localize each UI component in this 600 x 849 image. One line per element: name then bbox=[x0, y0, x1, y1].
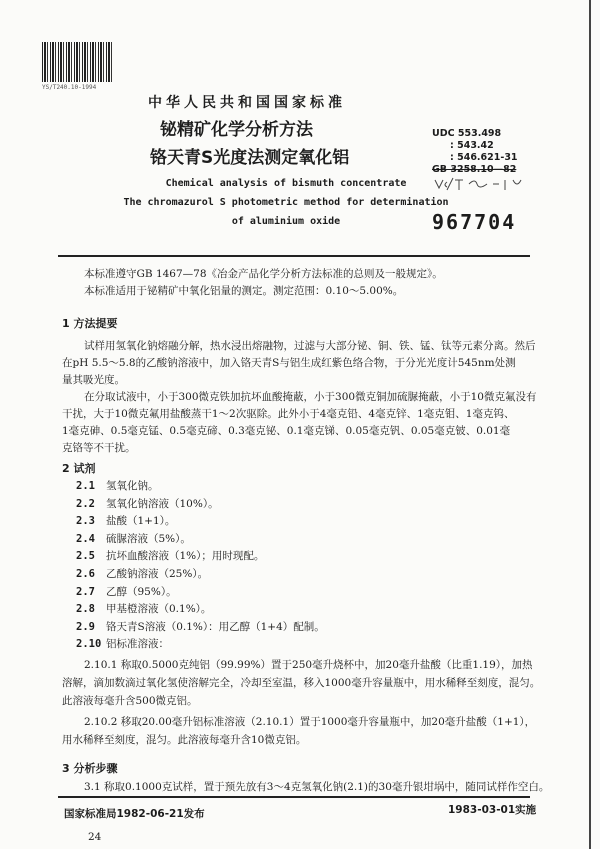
title-line-1: 铋精矿化学分析方法 bbox=[160, 120, 313, 140]
reagent-item bbox=[76, 619, 325, 634]
para-line: 在分取试液中，小于300微克铁加抗坏血酸掩蔽，小于300微克铜加硫脲掩蔽，小于10微克氟没有 bbox=[84, 391, 537, 403]
standard-header: 中华人民共和国国家标准 bbox=[148, 95, 346, 111]
reagent-text: 铬天青S溶液（0.1%）：用乙醇（1+4）配制。 bbox=[106, 620, 325, 633]
document-number: 967704 bbox=[432, 210, 517, 234]
reagent-text: 乙醇（95%）。 bbox=[106, 585, 177, 598]
reagent-number: 2.8 bbox=[76, 603, 95, 616]
para-line: 试样用氢氧化钠熔融分解，热水浸出熔融物，过滤与大部分铋、铜、铁、锰、钛等元素分离。然后 bbox=[84, 340, 536, 352]
handwritten-code bbox=[433, 176, 533, 196]
english-title-3: of aluminium oxide bbox=[231, 216, 341, 227]
reagent-item bbox=[76, 513, 175, 528]
section-1-heading: 1 方法提要 bbox=[62, 317, 118, 330]
para-line: 干扰，大于10微克氟用盐酸蒸干1～2次驱除。此外小于4毫克铅、4毫克锌、1毫克钼、1毫克钨、 bbox=[62, 408, 515, 420]
reagent-number: 2.5 bbox=[76, 550, 95, 563]
para-line: 溶解，滴加数滴过氧化氢使溶解完全，冷却至室温，移入1000毫升容量瓶中，用水稀释至刻度，混匀。 bbox=[62, 677, 541, 689]
header-divider bbox=[58, 255, 530, 257]
barcode-label: YS/T240.10-1994 bbox=[42, 84, 97, 91]
reagent-text: 铝标准溶液： bbox=[106, 638, 169, 651]
section-3-heading: 3 分析步骤 bbox=[62, 762, 118, 775]
reagent-text: 盐酸（1+1）。 bbox=[106, 515, 176, 528]
reagent-number: 2.7 bbox=[76, 585, 95, 598]
section-2-heading: 2 试剂 bbox=[62, 462, 96, 475]
reagent-number: 2.4 bbox=[76, 532, 95, 545]
english-title-2: The chromazurol S photometric method for determination bbox=[123, 197, 449, 208]
reagent-text: 氢氧化钠。 bbox=[106, 480, 159, 492]
para-line: 2.10.1 称取0.5000克纯铝（99.99%）置于250毫升烧杯中，加20毫升盐酸（比重1.19），加热 bbox=[84, 659, 533, 671]
replaced-standard: GB 3258.10—82 bbox=[432, 164, 517, 175]
para-line: 量其吸光度。 bbox=[62, 374, 125, 386]
reagent-item bbox=[76, 496, 219, 511]
para-line: 3.1 称取0.1000克试样，置于预先放有3～4克氢氧化钠(2.1)的30毫升银坩埚中，随同试样作空白。 bbox=[84, 781, 550, 793]
reagent-item bbox=[76, 531, 191, 546]
reagent-number: 2.6 bbox=[76, 568, 95, 580]
reagent-item bbox=[76, 548, 264, 563]
intro-line: 本标准遵守GB 1467—78《冶金产品化学分析方法标准的总则及一般规定》。 bbox=[84, 268, 443, 280]
para-line: 克铬等不干扰。 bbox=[62, 442, 136, 454]
reagent-number: 2.10 bbox=[76, 638, 102, 651]
para-line: 用水稀释至刻度，混匀。此溶液每毫升含10微克铝。 bbox=[62, 734, 307, 746]
reagent-item bbox=[76, 566, 208, 581]
para-line: 此溶液每毫升含500微克铝。 bbox=[62, 695, 198, 707]
reagent-text: 乙酸钠溶液（25%）。 bbox=[106, 568, 209, 580]
reagent-text: 氢氧化钠溶液（10%）。 bbox=[106, 497, 219, 510]
effective-date: 1983-03-01实施 bbox=[448, 804, 537, 816]
english-title-1: Chemical analysis of bismuth concentrate bbox=[165, 178, 407, 189]
reagent-number: 2.9 bbox=[76, 620, 95, 633]
reagent-text: 甲基橙溶液（0.1%）。 bbox=[106, 603, 212, 616]
reagent-item bbox=[76, 478, 159, 493]
reagent-number: 2.2 bbox=[76, 497, 95, 510]
intro-line: 本标准适用于铋精矿中氧化铝量的测定。测定范围：0.10～5.00%。 bbox=[84, 285, 404, 297]
para-line: 2.10.2 移取20.00毫升铝标准溶液（2.10.1）置于1000毫升容量瓶中，加20毫升盐酸（1+1）， bbox=[84, 716, 536, 728]
udc-code: : 543.42 bbox=[450, 140, 494, 151]
reagent-number: 2.1 bbox=[76, 480, 95, 492]
para-line: 1毫克砷、0.5毫克锰、0.5毫克碲、0.3毫克铋、0.1毫克锑、0.05毫克钒、0.05毫克铍、0.01毫 bbox=[62, 425, 511, 437]
reagent-item bbox=[76, 636, 169, 651]
reagent-number: 2.3 bbox=[76, 515, 95, 528]
reagent-item bbox=[76, 601, 211, 616]
reagent-text: 抗坏血酸溶液（1%）；用时现配。 bbox=[106, 550, 265, 563]
scan-edge bbox=[589, 0, 591, 849]
reagent-text: 硫脲溶液（5%）。 bbox=[106, 532, 191, 545]
page-number: 24 bbox=[88, 831, 102, 843]
udc-code: : 546.621-31 bbox=[450, 152, 518, 163]
issue-date: 国家标准局1982-06-21发布 bbox=[64, 808, 205, 820]
para-line: 在pH 5.5～5.8的乙酸钠溶液中，加入铬天青S与铝生成红紫色络合物，于分光光度计545nm处测 bbox=[62, 357, 516, 369]
reagent-item bbox=[76, 584, 177, 599]
barcode bbox=[42, 42, 114, 82]
footer-divider bbox=[58, 796, 530, 798]
handwriting-mark bbox=[433, 176, 533, 192]
udc-code: UDC 553.498 bbox=[432, 128, 502, 139]
title-line-2: 铬天青S光度法测定氧化铝 bbox=[150, 148, 350, 168]
